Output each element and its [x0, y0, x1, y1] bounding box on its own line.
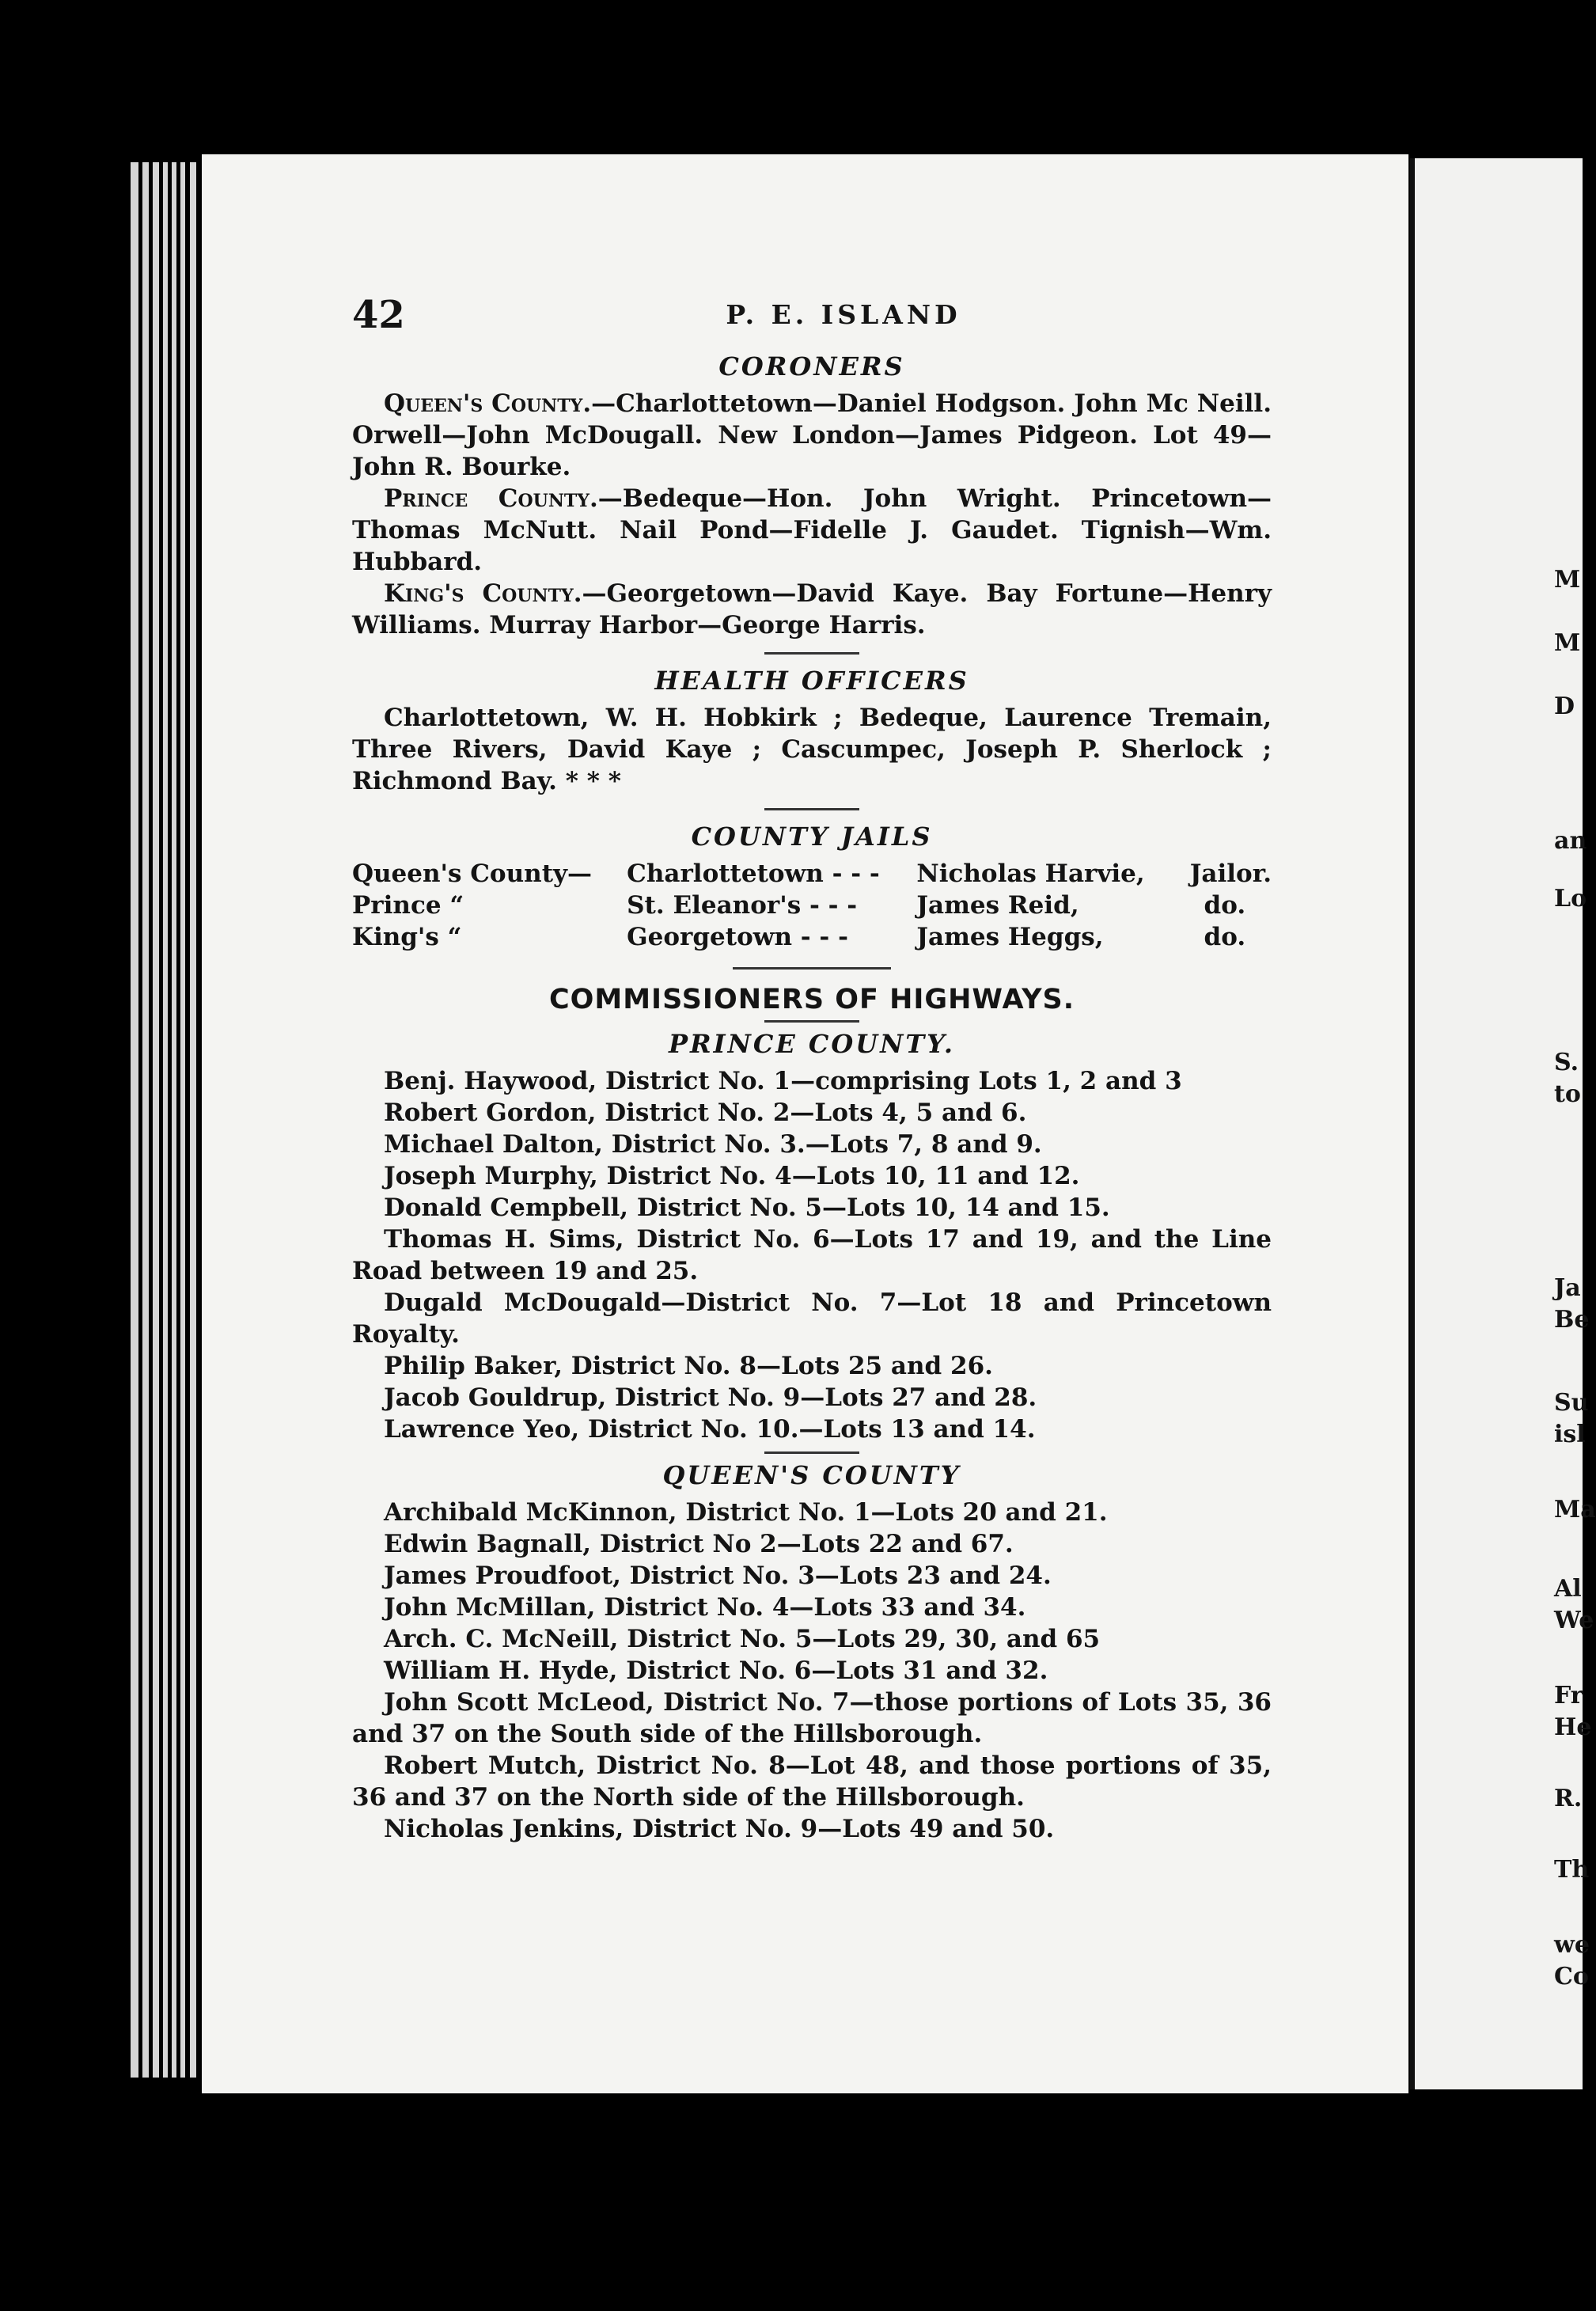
facing-page-fragment: D [1554, 693, 1575, 720]
coroner-text: —Charlottetown—Daniel Hodgson. John Mc Neill. Orwell—John McDougall. New London—James Pidgeon. Lot 49—John R. Bourke. [352, 389, 1272, 481]
facing-page-fragment: M [1554, 566, 1581, 594]
section-divider [764, 1020, 859, 1023]
list-item: Joseph Murphy, District No. 4—Lots 10, 11 and 12. [384, 1162, 1080, 1190]
facing-page-fragment: M [1554, 629, 1581, 657]
section-divider [733, 967, 891, 970]
coroner-paragraph [352, 578, 1272, 641]
county-jails-table [352, 858, 1272, 953]
facing-page-fragment: Th [1554, 1856, 1590, 1884]
facing-page-fragment: Lo [1554, 885, 1587, 913]
jail-place: Georgetown - - - [627, 923, 848, 951]
coroners-section [352, 388, 1272, 641]
page-edge-strip [142, 162, 149, 2078]
list-item: James Proudfoot, District No. 3—Lots 23 and 24. [384, 1562, 1052, 1590]
list-item: John Scott McLeod, District No. 7—those portions of Lots 35, 36 and 37 on the South side of the Hillsborough. [352, 1688, 1272, 1748]
facing-page-fragment: Fr [1554, 1682, 1583, 1710]
facing-page-fragment: we [1554, 1931, 1590, 1959]
facing-page-fragment: Ma [1554, 1496, 1596, 1524]
facing-page-fragment: Be [1554, 1306, 1590, 1334]
facing-page-fragment: Su [1554, 1389, 1589, 1417]
county-label: King's County. [384, 579, 582, 608]
page-header [352, 293, 1272, 348]
list-item: John McMillan, District No. 4—Lots 33 and 34. [384, 1593, 1026, 1622]
list-item: Arch. C. McNeill, District No. 5—Lots 29, 30, and 65 [384, 1625, 1101, 1653]
jail-role: do. [1204, 923, 1246, 951]
jail-county: Queen's County— [352, 860, 593, 888]
jail-role: do. [1204, 891, 1246, 920]
coroner-text: —Georgetown—David Kaye. Bay Fortune—Henry Williams. Murray Harbor—George Harris. [352, 579, 1272, 639]
page-edge-strip [163, 162, 168, 2078]
running-head: P. E. ISLAND [726, 299, 961, 330]
health-officers-title: HEALTH OFFICERS [654, 666, 969, 696]
facing-page-fragment: Co [1554, 1963, 1589, 1990]
list-item: Edwin Bagnall, District No 2—Lots 22 and 67. [384, 1530, 1014, 1558]
county-jails-title: COUNTY JAILS [691, 822, 933, 852]
list-item: Nicholas Jenkins, District No. 9—Lots 49 and 50. [384, 1815, 1055, 1843]
health-officers-text: Charlottetown, W. H. Hobkirk ; Bedeque, Laurence Tremain, Three Rivers, David Kaye ; Cascumpec, Joseph P. Sherlock ; Richmond Bay. * * * [352, 704, 1272, 795]
section-divider [764, 808, 859, 810]
prince-county-list [352, 1065, 1272, 1445]
jail-keeper: James Heggs, [916, 923, 1104, 951]
facing-page-fragment: an [1554, 827, 1587, 855]
table-row [352, 858, 1272, 890]
section-divider [764, 652, 859, 655]
list-item: Philip Baker, District No. 8—Lots 25 and 26. [384, 1352, 993, 1380]
table-row [352, 921, 1272, 953]
queens-county-title: QUEEN'S COUNTY [662, 1460, 961, 1490]
coroner-text: —Bedeque—Hon. John Wright. Princetown—Thomas McNutt. Nail Pond—Fidelle J. Gaudet. Tignish—Wm. Hubbard. [352, 484, 1272, 576]
facing-page-fragment: S. [1554, 1049, 1579, 1076]
jail-place: St. Eleanor's - - - [627, 891, 858, 920]
list-item: Archibald McKinnon, District No. 1—Lots 20 and 21. [384, 1498, 1108, 1527]
list-item: Michael Dalton, District No. 3.—Lots 7, 8 and 9. [384, 1130, 1042, 1159]
section-divider [764, 1451, 859, 1454]
jail-county: King's “ [352, 923, 462, 951]
list-item: Thomas H. Sims, District No. 6—Lots 17 and 19, and the Line Road between 19 and 25. [352, 1225, 1272, 1285]
facing-page-fragment: We [1554, 1607, 1594, 1634]
county-label: Queen's County. [384, 389, 592, 418]
list-item: Jacob Gouldrup, District No. 9—Lots 27 and 28. [384, 1383, 1037, 1412]
facing-page-fragment: R. [1554, 1785, 1583, 1812]
facing-page-fragment: isl [1554, 1421, 1586, 1448]
list-item: Robert Gordon, District No. 2—Lots 4, 5 and 6. [384, 1099, 1027, 1127]
facing-page-fragment: Ja [1554, 1274, 1581, 1302]
coroners-title: CORONERS [718, 351, 905, 381]
list-item: Dugald McDougald—District No. 7—Lot 18 and Princetown Royalty. [352, 1288, 1272, 1349]
coroner-paragraph [352, 483, 1272, 578]
page-number: 42 [352, 293, 405, 337]
jail-keeper: James Reid, [916, 891, 1079, 920]
list-item: Donald Cempbell, District No. 5—Lots 10, 14 and 15. [384, 1193, 1110, 1222]
jail-place: Charlottetown - - - [627, 860, 880, 888]
coroner-paragraph [352, 388, 1272, 483]
page-edge-strip [180, 162, 185, 2078]
page-edge-strip [190, 162, 196, 2078]
county-label: Prince County. [384, 484, 598, 513]
highways-title: COMMISSIONERS OF HIGHWAYS. [548, 984, 1075, 1015]
facing-page-fragment: He [1554, 1713, 1592, 1741]
list-item: Lawrence Yeo, District No. 10.—Lots 13 and 14. [384, 1415, 1036, 1444]
page-edge-strip [153, 162, 159, 2078]
list-item: Benj. Haywood, District No. 1—comprising Lots 1, 2 and 3 [384, 1067, 1182, 1095]
page-content [352, 293, 1272, 1845]
facing-page-fragment: Al [1554, 1575, 1582, 1603]
list-item: William H. Hyde, District No. 6—Lots 31 and 32. [384, 1656, 1048, 1685]
queens-county-list [352, 1497, 1272, 1845]
page-edge-strip [131, 162, 138, 2078]
list-item: Robert Mutch, District No. 8—Lot 48, and those portions of 35, 36 and 37 on the North side of the Hillsborough. [352, 1751, 1272, 1812]
prince-county-title: PRINCE COUNTY. [668, 1029, 956, 1059]
page-edge-strip [172, 162, 176, 2078]
facing-page-fragment: to [1554, 1080, 1581, 1108]
table-row [352, 890, 1272, 921]
jail-role: Jailor. [1189, 860, 1272, 888]
jail-keeper: Nicholas Harvie, [916, 860, 1145, 888]
jail-county: Prince “ [352, 891, 464, 920]
